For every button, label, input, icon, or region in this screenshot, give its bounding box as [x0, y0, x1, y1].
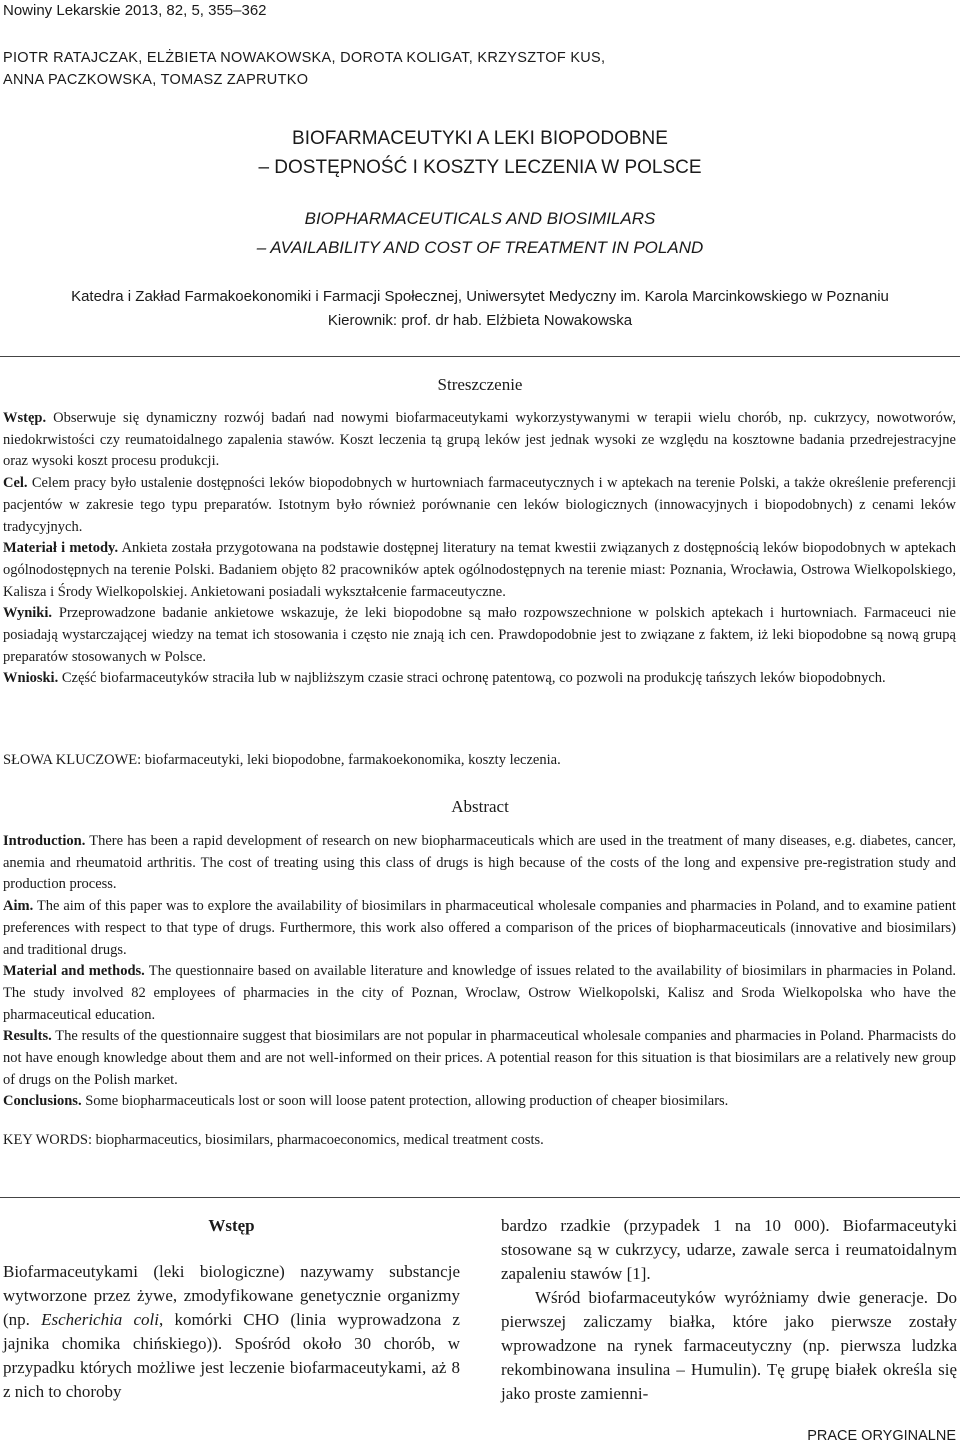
streszczenie-wyniki: [3, 603, 956, 668]
text-material: Ankieta została przygotowana na podstawie dostępnej literatury na temat kwestii związanych z dostępnością leków biopodobnych w aptekach ogólnodostępnych na terenie Polski. Badaniem objęto 82 pracowników aptek ogólnodostępnych na terenie miast: Poznania, Wrocławia, Ostrowa Wielkopolskiego, Kalisza i Środy Wielkopolskiej. Ankietowani posiadali wykształcenie farmaceutyczne.: [3, 540, 956, 600]
label-conclusions: Conclusions.: [3, 1093, 82, 1110]
streszczenie-cel: [3, 473, 956, 538]
text-wnioski: Część biofarmaceutyków straciła lub w najbliższym czasie straci ochronę patentową, co pozwoli na produkcję tańszych leków biopodobnych.: [58, 670, 886, 687]
divider-bottom: [0, 1197, 960, 1198]
streszczenie-heading: Streszczenie: [437, 375, 523, 394]
authors-line-2: ANNA PACZKOWSKA, TOMASZ ZAPRUTKO: [3, 72, 309, 88]
abstract-methods: [3, 961, 956, 1026]
divider-top: [0, 356, 960, 357]
body-right-paragraph-2: Wśród biofarmaceutyków wyróżniamy dwie generacje. Do pierwszej zaliczamy białka, które jako pierwsze zostały wprowadzone na rynek farmaceutyczny (np. pierwsza ludzka rekombinowana insulina – Humulin). Tę grupę białek określa się jako proste zamienni-: [501, 1288, 957, 1403]
abstract-intro: [3, 831, 956, 896]
streszczenie-wnioski: [3, 668, 956, 690]
text-methods: The questionnaire based on available literature and knowledge of issues related to the availability of biosimilars in pharmacies in Poland. The study involved 82 employees of pharmacies in the city of Poznan, Wroclaw, Ostrow Wielkopolski, Kalisz and Sroda Wielkopolska who have the pharmaceutical education.: [3, 963, 956, 1023]
authors: [3, 47, 605, 91]
abstract-heading: Abstract: [451, 797, 509, 816]
title-english: [0, 204, 960, 262]
body-wstep-heading: Wstęp: [208, 1216, 255, 1235]
label-wstep: Wstęp.: [3, 410, 47, 426]
label-intro: Introduction.: [3, 833, 86, 849]
streszczenie-body: [3, 408, 956, 690]
streszczenie-wstep: [3, 408, 956, 473]
label-results: Results.: [3, 1028, 52, 1045]
text-intro: There has been a rapid development of research on new biopharmaceuticals which are used in the treatment of many diseases, e.g. diabetes, cancer, anemia and rheumatoid arthritis. The cost of treating using this class of drugs is high because of the costs of the long and expensive pre-registration study and production process.: [3, 833, 956, 893]
left-p1-italic: Escherichia coli: [41, 1310, 159, 1329]
left-p1-b: , komórki CHO (linia wyprowadzona z jajnika chomika chińskiego)). Spośród około 30 chorób, w przypadku których możliwe jest leczenie biofarmaceutykami, aż 8 z nich to choroby: [3, 1310, 460, 1401]
abstract-aim: [3, 896, 956, 961]
body-right-column: [501, 1214, 957, 1406]
label-wyniki: Wyniki.: [3, 605, 53, 622]
journal-citation: Nowiny Lekarskie 2013, 82, 5, 355–362: [3, 2, 267, 19]
label-aim: Aim.: [3, 898, 34, 915]
left-p1-a: Biofarmaceutykami (leki biologiczne) nazywamy substancje wytworzone przez żywe, zmodyfikowane genetycznie organizmy (np.: [3, 1262, 460, 1329]
affiliation: [0, 285, 960, 333]
title-polish-line-2: – DOSTĘPNOŚĆ I KOSZTY LECZENIA W POLSCE: [258, 157, 702, 178]
abstract-results: [3, 1026, 956, 1091]
authors-line-1: PIOTR RATAJCZAK, ELŻBIETA NOWAKOWSKA, DOROTA KOLIGAT, KRZYSZTOF KUS,: [3, 50, 606, 66]
label-cel: Cel.: [3, 475, 28, 492]
label-wnioski: Wnioski.: [3, 670, 59, 687]
title-polish-line-1: BIOFARMACEUTYKI A LEKI BIOPODOBNE: [292, 128, 668, 149]
abstract-body: [3, 831, 956, 1113]
abstract-conclusions: [3, 1091, 956, 1113]
label-material: Materiał i metody.: [3, 540, 119, 557]
label-methods: Material and methods.: [3, 963, 145, 980]
body-left-paragraph: [3, 1260, 460, 1404]
section-footer: PRACE ORYGINALNE: [807, 1428, 956, 1444]
affiliation-line-1: Katedra i Zakład Farmakoekonomiki i Farmacji Społecznej, Uniwersytet Medyczny im. Karola Marcinkowskiego w Poznaniu: [71, 288, 889, 305]
keywords-pl: SŁOWA KLUCZOWE: biofarmaceutyki, leki biopodobne, farmakoekonomika, koszty leczenia.: [3, 752, 561, 768]
body-left-column: [3, 1260, 460, 1404]
text-conclusions: Some biopharmaceuticals lost or soon will loose patent protection, allowing production of cheaper biosimilars.: [81, 1093, 729, 1110]
text-wstep: Obserwuje się dynamiczny rozwój badań nad nowymi biofarmaceutykami wykorzystywanymi w terapii wielu chorób, np. cukrzycy, nowotworów, niedokrwistości czy reumatoidalnego zapalenia stawów. Koszt leczenia tą grupą leków jest jednak wysoki ze względu na kosztowne badania przedrejestracyjne oraz wysoki koszt procesu produkcji.: [3, 410, 956, 470]
affiliation-line-2: Kierownik: prof. dr hab. Elżbieta Nowakowska: [327, 312, 633, 329]
text-results: The results of the questionnaire suggest that biosimilars are not popular in pharmaceutical wholesale companies and pharmacies in Poland. Pharmacists do not have enough knowledge about them and are not well-informed on their prices. A potential reason for this situation is that biosimilars are a relatively new group of drugs on the Polish market.: [3, 1028, 956, 1088]
text-wyniki: Przeprowadzone badanie ankietowe wskazuje, że leki biopodobne są mało rozpowszechnione w polskich aptekach i hurtowniach. Farmaceuci nie posiadają wystarczającej wiedzy na temat ich stosowania i często nie znają ich cen. Prawdopodobnie jest to związane z faktem, iż leki biopodobne są nową grupą preparatów stosowanych w Polsce.: [3, 605, 956, 665]
keywords-en: KEY WORDS: biopharmaceutics, biosimilars, pharmacoeconomics, medical treatment costs.: [3, 1132, 544, 1148]
text-aim: The aim of this paper was to explore the availability of biosimilars in pharmaceutical wholesale companies and pharmacies in Poland, and to examine patient preferences with respect to that type of drugs. Furthermore, this work also offered a comparison of the prices of biopharmaceuticals (innovative and biosimilars) and traditional drugs.: [3, 898, 956, 958]
title-english-line-2: – AVAILABILITY AND COST OF TREATMENT IN POLAND: [256, 238, 704, 257]
streszczenie-material: [3, 538, 956, 603]
text-cel: Celem pracy było ustalenie dostępności leków biopodobnych w hurtowniach farmaceutycznych i w aptekach na terenie Polski, a także określenie preferencji pacjentów w zakresie tego typu preparatów. Istotnym było również porównanie cen leków biologicznych (innowacyjnych i biopodobnych) z cenami leków tradycyjnych.: [3, 475, 956, 535]
title-polish: [0, 124, 960, 182]
title-english-line-1: BIOPHARMACEUTICALS AND BIOSIMILARS: [304, 209, 656, 228]
body-right-paragraph-1: bardzo rzadkie (przypadek 1 na 10 000). Biofarmaceutyki stosowane są w cukrzycy, udarze, zawale serca i reumatoidalnym zapaleniu stawów [1].: [501, 1216, 957, 1283]
